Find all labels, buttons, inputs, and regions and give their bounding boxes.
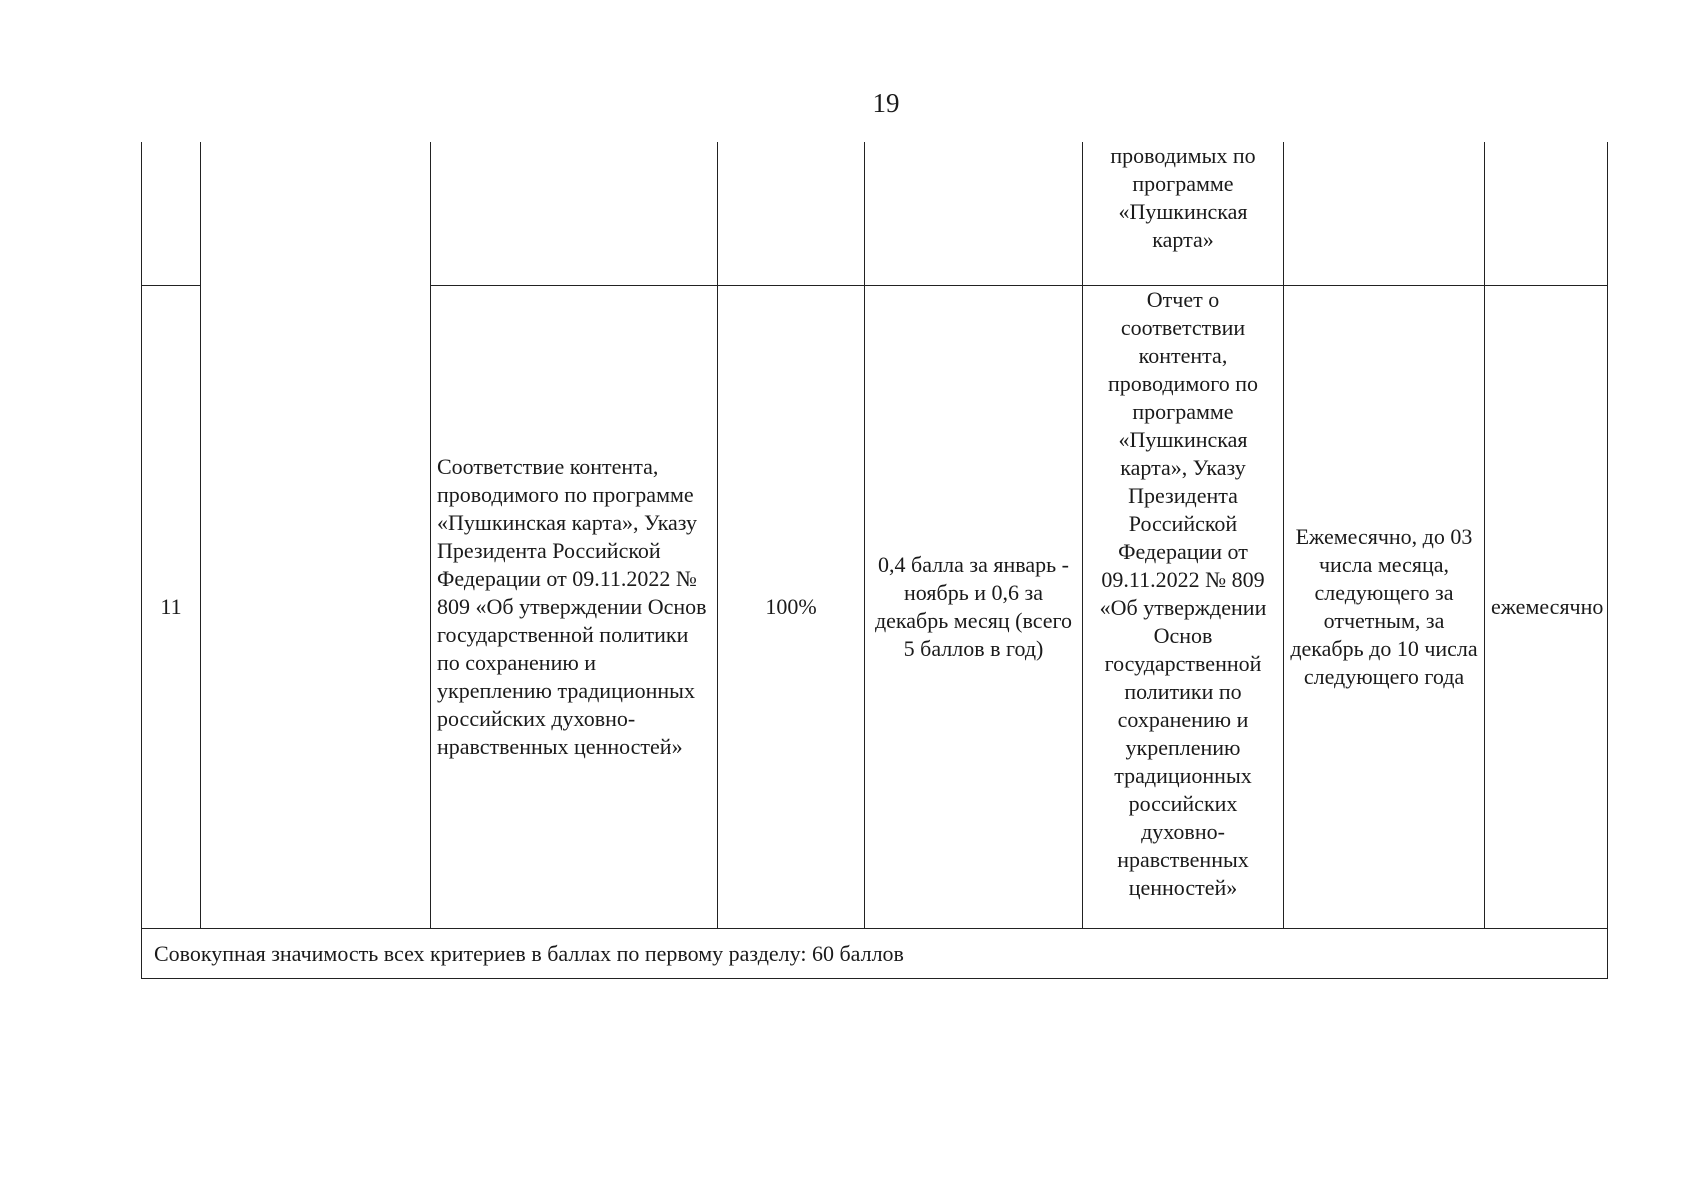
cell-frequency: ежемесячно — [1485, 286, 1608, 929]
cell-points-continued — [865, 142, 1083, 286]
cell-points: 0,4 балла за январь - ноябрь и 0,6 за декабрь месяц (всего 5 баллов в год) — [865, 286, 1083, 929]
table-row-total — [142, 929, 1608, 979]
cell-criterion: Соответствие контента, проводимого по программе «Пушкинская карта», Указу Президента Российской Федерации от 09.11.2022 № 809 «Об утверждении Основ государственной политики по сохранению и укреплению традиционных российских духовно-нравственных ценностей» — [431, 286, 718, 929]
cell-frequency-continued — [1485, 142, 1608, 286]
cell-deadline: Ежемесячно, до 03 числа месяца, следующего за отчетным, за декабрь до 10 числа следующего года — [1284, 286, 1485, 929]
cell-number-continued — [142, 142, 201, 286]
cell-deadline-continued — [1284, 142, 1485, 286]
cell-target: 100% — [718, 286, 865, 929]
cell-number: 11 — [142, 286, 201, 929]
cell-group-merged — [201, 142, 431, 929]
cell-report: Отчет о соответствии контента, проводимого по программе «Пушкинская карта», Указу Президента Российской Федерации от 09.11.2022 № 809 «Об утверждении Основ государственной политики по сохранению и укреплению традиционных российских духовно-нравственных ценностей» — [1083, 286, 1284, 929]
criteria-table — [141, 142, 1607, 979]
total-points-cell: Совокупная значимость всех критериев в баллах по первому разделу: 60 баллов — [142, 929, 1608, 979]
cell-report-continued: проводимых по программе «Пушкинская карта» — [1083, 142, 1284, 286]
cell-criterion-continued — [431, 142, 718, 286]
page-number: 19 — [872, 88, 900, 118]
table-row-continued — [142, 142, 1608, 286]
cell-target-continued — [718, 142, 865, 286]
